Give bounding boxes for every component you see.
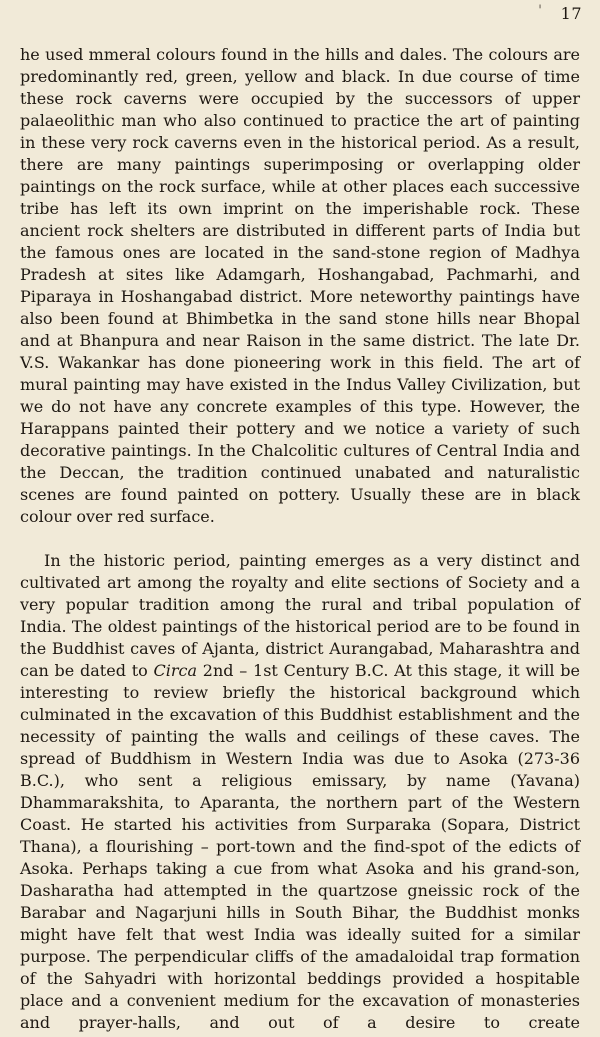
- page-body: [20, 44, 580, 1034]
- page-mark: ': [538, 3, 542, 19]
- paragraph-spacing: [20, 528, 580, 550]
- circa-term: Circa: [153, 661, 198, 680]
- paragraph-2-before-term: In the historic period, painting emerges as a very distinct and cultivated art among the royalty and elite sections of Society and a very popular tradition among the rural and tribal population of India. The oldest paintings of the historical period are to be found in the Buddhist caves of Ajanta, district Aurangabad, Maharashtra and can be dated to: [20, 551, 580, 680]
- paragraph-1: he used mmeral colours found in the hills and dales. The colours are predominantly red, green, yellow and black. In due course of time these rock caverns were occupied by the successors of upper palaeolithic man who also continued to practice the art of painting in these very rock caverns even in the historical period. As a result, there are many paintings superimposing or overlapping older paintings on the rock surface, while at other places each successive tribe has left its own imprint on the imperishable rock. These ancient rock shelters are distributed in different parts of India but the famous ones are located in the sand-stone region of Madhya Pradesh at sites like Adamgarh, Hoshangabad, Pachmarhi, and Piparaya in Hoshangabad district. More neteworthy paintings have also been found at Bhimbetka in the sand stone hills near Bhopal and at Bhanpura and near Raison in the same district. The late Dr. V.S. Wakankar has done pioneering work in this field. The art of mural painting may have existed in the Indus Valley Civilization, but we do not have any concrete examples of this type. However, the Harappans painted their pottery and we notice a variety of such decorative paintings. In the Chalcolitic cultures of Central India and the Deccan, the tradition continued unabated and naturalistic scenes are found painted on pottery. Usually these are in black colour over red surface.: [20, 45, 580, 526]
- page-number: 17: [560, 4, 582, 23]
- paragraph-2-after-term: 2nd – 1st Century B.C. At this stage, it will be interesting to review briefly the historical background which culminated in the excavation of this Buddhist establishment and the necessity of painting the walls and ceilings of these caves. The spread of Buddhism in Western India was due to Asoka (273-36 B.C.), who sent a religious emissary, by name (Yavana) Dhammarakshita, to Aparanta, the northern part of the Western Coast. He started his activities from Surparaka (Sopara, District Thana), a flourishing – port-town and the find-spot of the edicts of Asoka. Perhaps taking a cue from what Asoka and his grand-son, Dasharatha had attempted in the quartzose gneissic rock of the Barabar and Nagarjuni hills in South Bihar, the Buddhist monks might have felt that west India was ideally suited for a similar purpose. The perpendicular cliffs of the amadaloidal trap formation of the Sahyadri with horizontal beddings provided a hospitable place and a convenient medium for the excavation of monasteries and prayer-halls, and out of a desire to create: [20, 661, 581, 1032]
- paragraph-2: [20, 550, 580, 1034]
